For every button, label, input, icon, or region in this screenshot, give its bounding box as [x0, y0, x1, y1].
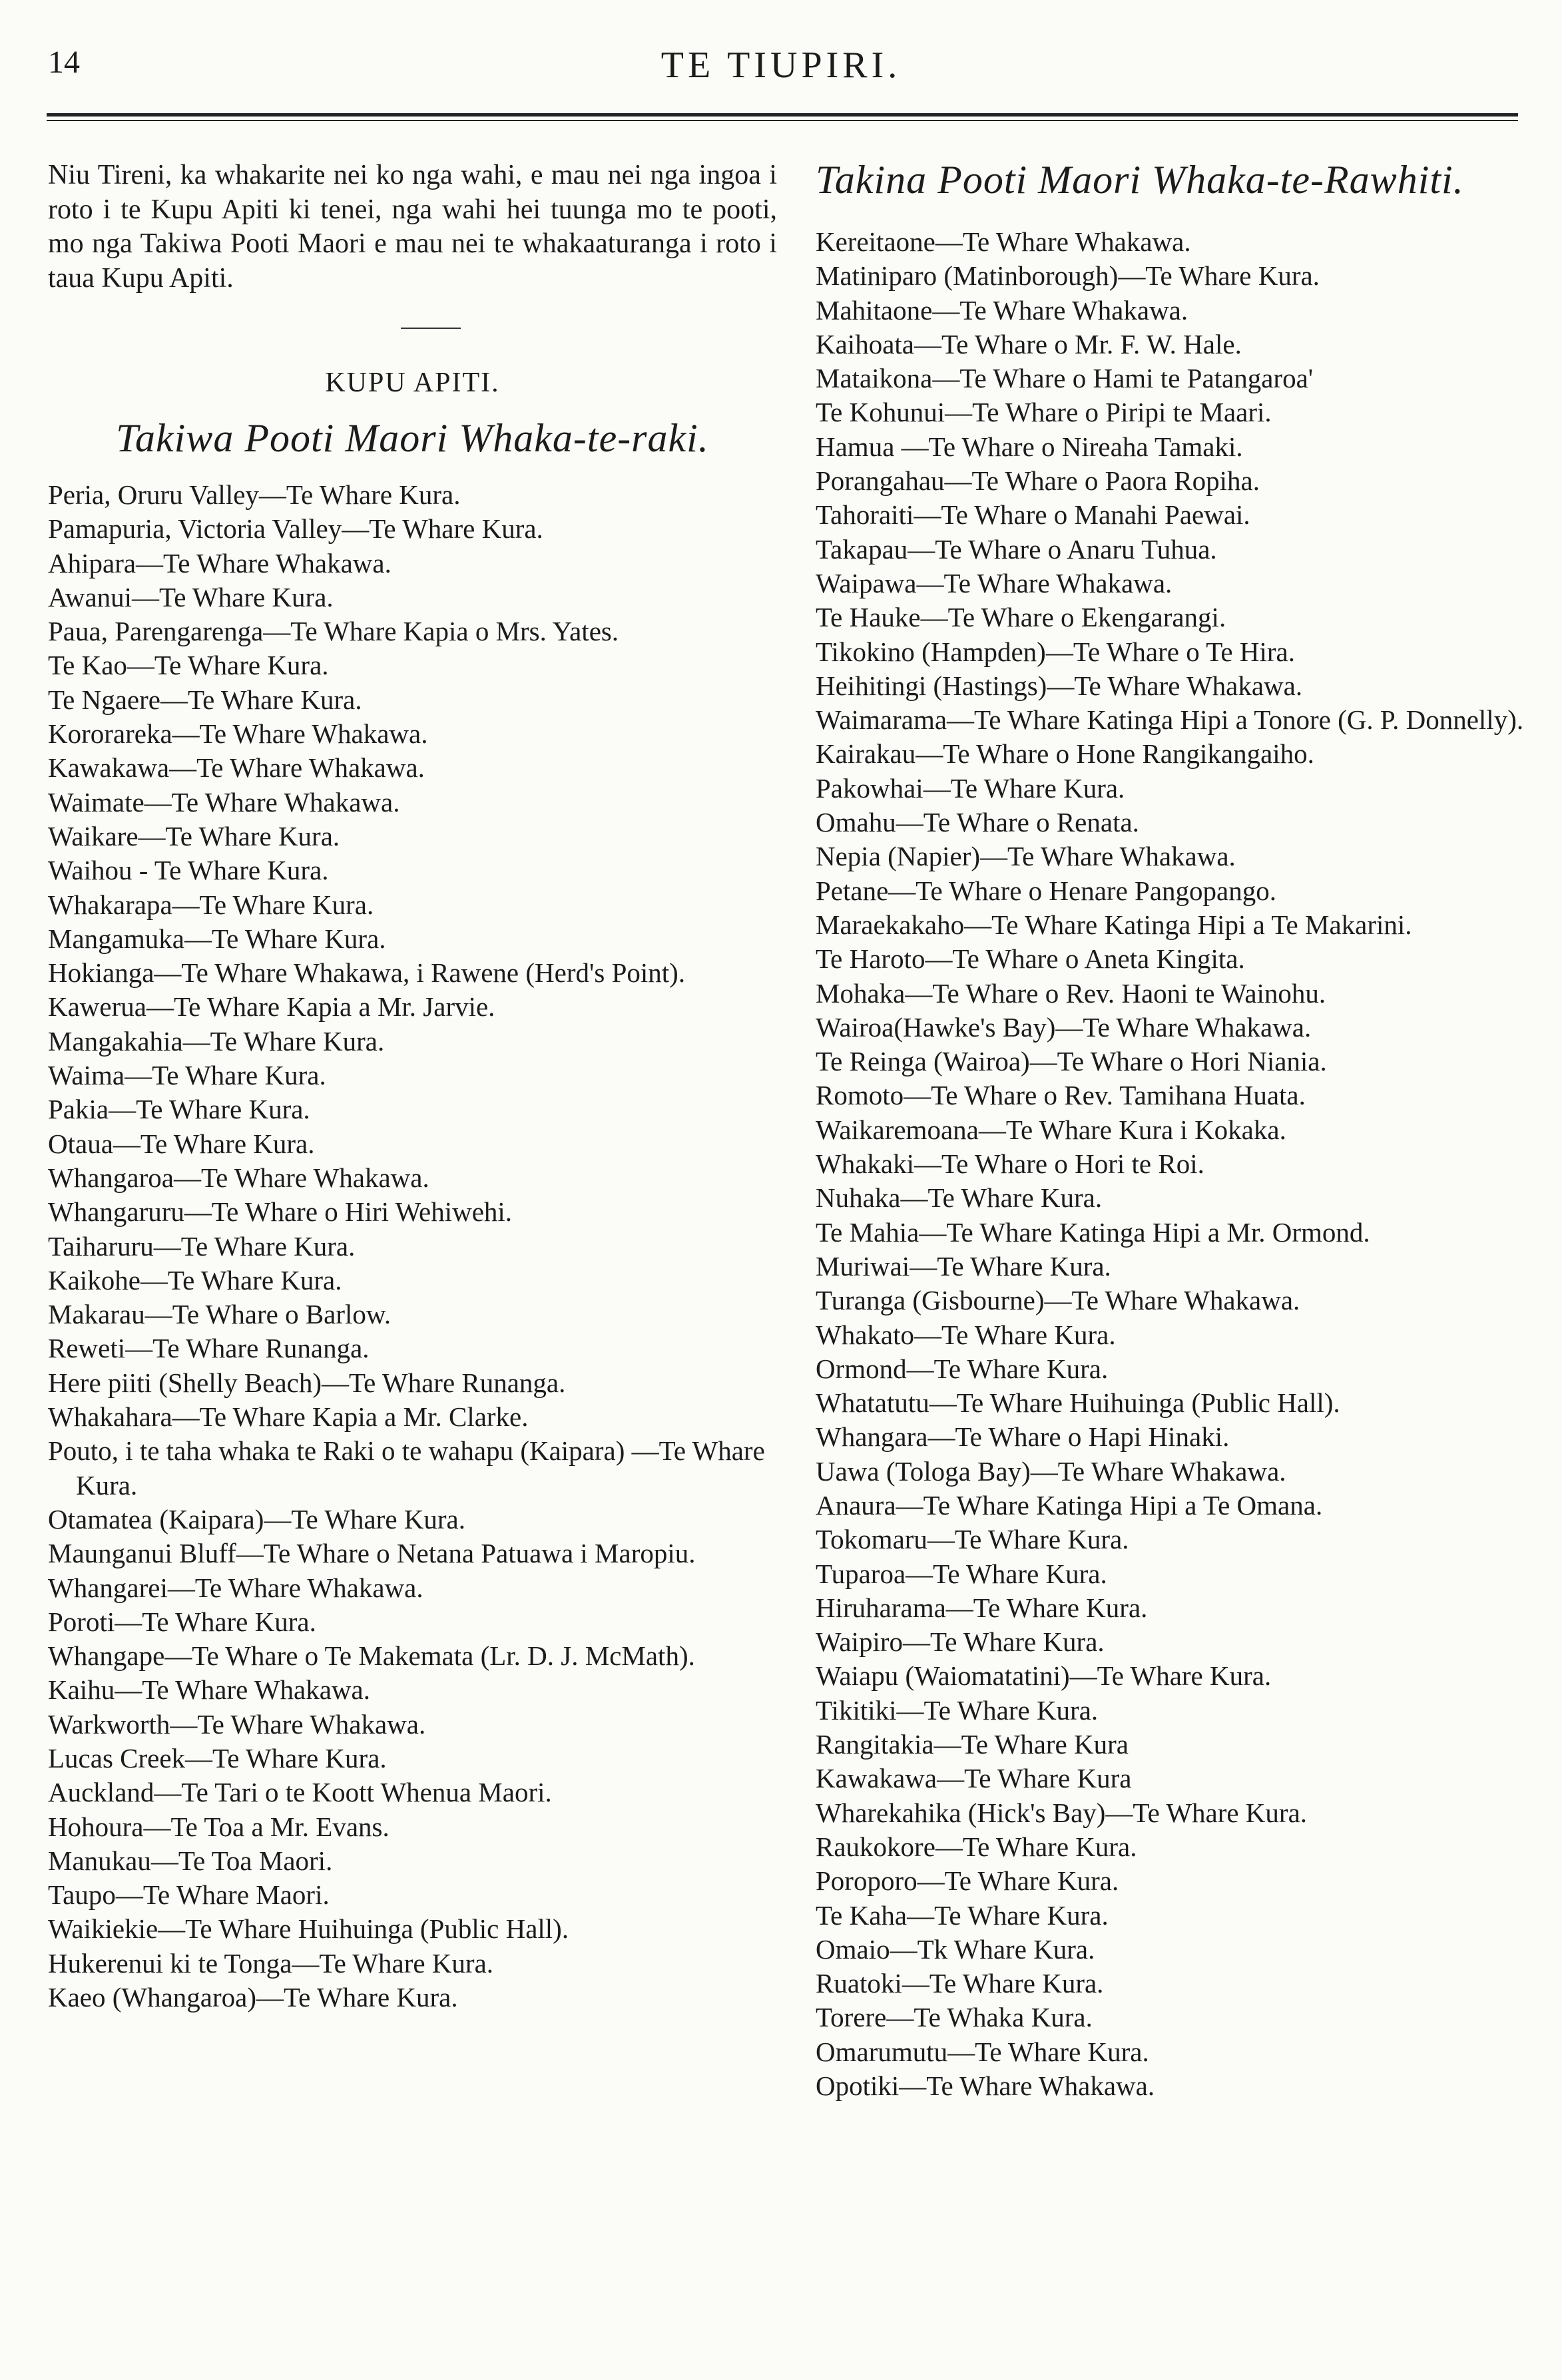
intro-paragraph: Niu Tireni, ka whakarite nei ko nga wahi, e mau nei nga ingoa i roto i te Kupu Apiti ki tenei, nga wahi hei tuunga mo te pooti, mo nga Takiwa Pooti Maori e mau nei te whakaaturanga i roto i taua Kupu Apiti. — [48, 160, 777, 294]
polling-place-entry: Omahu—Te Whare o Renata. — [816, 807, 1139, 838]
polling-place-entry: Whakahara—Te Whare Kapia a Mr. Clarke. — [48, 1401, 529, 1433]
polling-place-entry: Hiruharama—Te Whare Kura. — [816, 1592, 1148, 1623]
polling-place-entry: Maunganui Bluff—Te Whare o Netana Patuawa i Maropiu. — [48, 1538, 696, 1569]
polling-place-entry: Taiharuru—Te Whare Kura. — [48, 1230, 356, 1262]
polling-place-entry: Hohoura—Te Toa a Mr. Evans. — [48, 1811, 390, 1842]
polling-place-entry: Hamua —Te Whare o Nireaha Tamaki. — [816, 431, 1243, 462]
polling-place-entry: Pakia—Te Whare Kura. — [48, 1094, 310, 1125]
polling-place-entry: Porangahau—Te Whare o Paora Ropiha. — [816, 465, 1260, 497]
polling-place-entry: Otamatea (Kaipara)—Te Whare Kura. — [48, 1503, 465, 1535]
polling-place-entry: Kawakawa—Te Whare Kura — [816, 1763, 1132, 1794]
polling-place-entry: Warkworth—Te Whare Whakawa. — [48, 1708, 426, 1740]
polling-place-entry: Waiapu (Waiomatatini)—Te Whare Kura. — [816, 1660, 1272, 1692]
eastern-polling-places-list — [816, 225, 1545, 2103]
section-divider — [401, 328, 461, 329]
polling-place-entry: Mahitaone—Te Whare Whakawa. — [816, 294, 1188, 326]
polling-place-entry: Te Reinga (Wairoa)—Te Whare o Hori Niania. — [816, 1046, 1327, 1077]
polling-place-entry: Makarau—Te Whare o Barlow. — [48, 1299, 391, 1330]
polling-place-entry: Uawa (Tologa Bay)—Te Whare Whakawa. — [816, 1455, 1286, 1487]
polling-place-entry: Te Mahia—Te Whare Katinga Hipi a Mr. Ormond. — [816, 1216, 1370, 1248]
polling-place-entry: Otaua—Te Whare Kura. — [48, 1128, 315, 1159]
polling-place-entry: Te Ngaere—Te Whare Kura. — [48, 684, 362, 715]
polling-place-entry: Kereitaone—Te Whare Whakawa. — [816, 226, 1191, 257]
polling-place-entry: Pouto, i te taha whaka te Raki o te wahapu (Kaipara) —Te Whare Kura. — [48, 1435, 765, 1501]
polling-place-entry: Wharekahika (Hick's Bay)—Te Whare Kura. — [816, 1797, 1308, 1828]
polling-place-entry: Pamapuria, Victoria Valley—Te Whare Kura. — [48, 513, 543, 545]
polling-place-entry: Tikokino (Hampden)—Te Whare o Te Hira. — [816, 636, 1295, 667]
polling-place-entry: Kaihu—Te Whare Whakawa. — [48, 1674, 370, 1706]
polling-place-entry: Ahipara—Te Whare Whakawa. — [48, 547, 391, 579]
polling-place-entry: Te Kohunui—Te Whare o Piripi te Maari. — [816, 397, 1272, 428]
polling-place-entry: Poroporo—Te Whare Kura. — [816, 1865, 1119, 1897]
polling-place-entry: Muriwai—Te Whare Kura. — [816, 1250, 1111, 1282]
polling-place-entry: Kaeo (Whangaroa)—Te Whare Kura. — [48, 1982, 458, 2013]
polling-place-entry: Lucas Creek—Te Whare Kura. — [48, 1742, 387, 1774]
polling-place-entry: Kaikohe—Te Whare Kura. — [48, 1264, 342, 1296]
polling-place-entry: Mataikona—Te Whare o Hami te Patangaroa' — [816, 363, 1314, 394]
polling-place-entry: Waikare—Te Whare Kura. — [48, 820, 340, 851]
running-title: TE TIUPIRI. — [660, 45, 902, 86]
polling-place-entry: Kaihoata—Te Whare o Mr. F. W. Hale. — [816, 328, 1242, 359]
polling-place-entry: Reweti—Te Whare Runanga. — [48, 1333, 370, 1364]
polling-place-entry: Te Kaha—Te Whare Kura. — [816, 1899, 1109, 1931]
polling-place-entry: Here piiti (Shelly Beach)—Te Whare Runanga. — [48, 1367, 566, 1398]
page-number: 14 — [48, 45, 80, 80]
polling-place-entry: Opotiki—Te Whare Whakawa. — [816, 2070, 1155, 2102]
polling-place-entry: Tikitiki—Te Whare Kura. — [816, 1694, 1099, 1726]
polling-place-entry: Wairoa(Hawke's Bay)—Te Whare Whakawa. — [816, 1011, 1312, 1043]
polling-place-entry: Manukau—Te Toa Maori. — [48, 1845, 333, 1876]
polling-place-entry: Heihitingi (Hastings)—Te Whare Whakawa. — [816, 670, 1303, 701]
polling-place-entry: Tuparoa—Te Whare Kura. — [816, 1558, 1107, 1589]
polling-place-entry: Tahoraiti—Te Whare o Manahi Paewai. — [816, 499, 1250, 531]
polling-place-entry: Te Kao—Te Whare Kura. — [48, 650, 329, 681]
polling-place-entry: Whangara—Te Whare o Hapi Hinaki. — [816, 1421, 1230, 1453]
subheading-eastern-district: Takina Pooti Maori Whaka-te-Rawhiti. — [816, 158, 1464, 202]
polling-place-entry: Whangarei—Te Whare Whakawa. — [48, 1572, 423, 1603]
polling-place-entry: Omarumutu—Te Whare Kura. — [816, 2036, 1149, 2067]
polling-place-entry: Auckland—Te Tari o te Koott Whenua Maori. — [48, 1777, 552, 1808]
page-header — [0, 47, 1562, 87]
polling-place-entry: Peria, Oruru Valley—Te Whare Kura. — [48, 479, 461, 510]
polling-place-entry: Whangaruru—Te Whare o Hiri Wehiwehi. — [48, 1196, 513, 1228]
polling-place-entry: Turanga (Gisbourne)—Te Whare Whakawa. — [816, 1285, 1300, 1316]
polling-place-entry: Torere—Te Whaka Kura. — [816, 2002, 1093, 2033]
polling-place-entry: Waima—Te Whare Kura. — [48, 1060, 326, 1091]
northern-polling-places-list — [48, 478, 777, 2015]
polling-place-entry: Omaio—Tk Whare Kura. — [816, 1933, 1095, 1965]
polling-place-entry: Taupo—Te Whare Maori. — [48, 1879, 330, 1911]
polling-place-entry: Mangamuka—Te Whare Kura. — [48, 923, 386, 954]
polling-place-entry: Waimarama—Te Whare Katinga Hipi a Tonore (G. P. Donnelly). — [816, 704, 1524, 736]
polling-place-entry: Petane—Te Whare o Henare Pangopango. — [816, 875, 1276, 906]
section-heading: KUPU APITI. — [325, 367, 500, 398]
polling-place-entry: Mohaka—Te Whare o Rev. Haoni te Wainohu. — [816, 977, 1326, 1009]
polling-place-entry: Waipiro—Te Whare Kura. — [816, 1626, 1105, 1658]
polling-place-entry: Kawakawa—Te Whare Whakawa. — [48, 752, 425, 784]
polling-place-entry: Waihou - Te Whare Kura. — [48, 855, 329, 886]
subheading-northern-district: Takiwa Pooti Maori Whaka-te-raki. — [116, 416, 709, 460]
polling-place-entry: Maraekakaho—Te Whare Katinga Hipi a Te Makarini. — [816, 909, 1412, 940]
polling-place-entry: Takapau—Te Whare o Anaru Tuhua. — [816, 533, 1217, 565]
polling-place-entry: Rangitakia—Te Whare Kura — [816, 1729, 1129, 1760]
polling-place-entry: Pakowhai—Te Whare Kura. — [816, 772, 1125, 804]
polling-place-entry: Kairakau—Te Whare o Hone Rangikangaiho. — [816, 738, 1314, 770]
polling-place-entry: Paua, Parengarenga—Te Whare Kapia o Mrs. Yates. — [48, 616, 619, 647]
polling-place-entry: Romoto—Te Whare o Rev. Tamihana Huata. — [816, 1080, 1306, 1111]
polling-place-entry: Nuhaka—Te Whare Kura. — [816, 1182, 1103, 1214]
header-rule-thick — [47, 113, 1518, 117]
polling-place-entry: Anaura—Te Whare Katinga Hipi a Te Omana. — [816, 1489, 1323, 1521]
polling-place-entry: Matiniparo (Matinborough)—Te Whare Kura. — [816, 260, 1320, 292]
polling-place-entry: Whakaki—Te Whare o Hori te Roi. — [816, 1148, 1204, 1180]
polling-place-entry: Nepia (Napier)—Te Whare Whakawa. — [816, 841, 1236, 872]
polling-place-entry: Raukokore—Te Whare Kura. — [816, 1831, 1137, 1862]
polling-place-entry: Waikaremoana—Te Whare Kura i Kokaka. — [816, 1114, 1286, 1145]
header-rule-thin — [47, 120, 1518, 121]
right-column — [816, 158, 1545, 2103]
polling-place-entry: Te Hauke—Te Whare o Ekengarangi. — [816, 602, 1226, 633]
polling-place-entry: Ormond—Te Whare Kura. — [816, 1353, 1109, 1384]
polling-place-entry: Te Haroto—Te Whare o Aneta Kingita. — [816, 943, 1245, 975]
polling-place-entry: Mangakahia—Te Whare Kura. — [48, 1025, 385, 1057]
polling-place-entry: Whangaroa—Te Whare Whakawa. — [48, 1162, 429, 1193]
polling-place-entry: Waikiekie—Te Whare Huihuinga (Public Hall). — [48, 1913, 569, 1945]
polling-place-entry: Hokianga—Te Whare Whakawa, i Rawene (Herd's Point). — [48, 957, 686, 989]
polling-place-entry: Whakato—Te Whare Kura. — [816, 1319, 1116, 1350]
polling-place-entry: Kawerua—Te Whare Kapia a Mr. Jarvie. — [48, 991, 495, 1023]
polling-place-entry: Ruatoki—Te Whare Kura. — [816, 1968, 1104, 1999]
polling-place-entry: Tokomaru—Te Whare Kura. — [816, 1524, 1129, 1555]
polling-place-entry: Awanui—Te Whare Kura. — [48, 581, 334, 612]
polling-place-entry: Kororareka—Te Whare Whakawa. — [48, 718, 428, 750]
polling-place-entry: Hukerenui ki te Tonga—Te Whare Kura. — [48, 1947, 494, 1979]
polling-place-entry: Whakarapa—Te Whare Kura. — [48, 889, 374, 920]
polling-place-entry: Whangape—Te Whare o Te Makemata (Lr. D. J. McMath). — [48, 1640, 695, 1672]
polling-place-entry: Waipawa—Te Whare Whakawa. — [816, 567, 1172, 598]
polling-place-entry: Whatatutu—Te Whare Huihuinga (Public Hall). — [816, 1387, 1340, 1419]
polling-place-entry: Waimate—Te Whare Whakawa. — [48, 786, 400, 818]
polling-place-entry: Poroti—Te Whare Kura. — [48, 1606, 316, 1637]
left-column — [48, 158, 777, 2015]
